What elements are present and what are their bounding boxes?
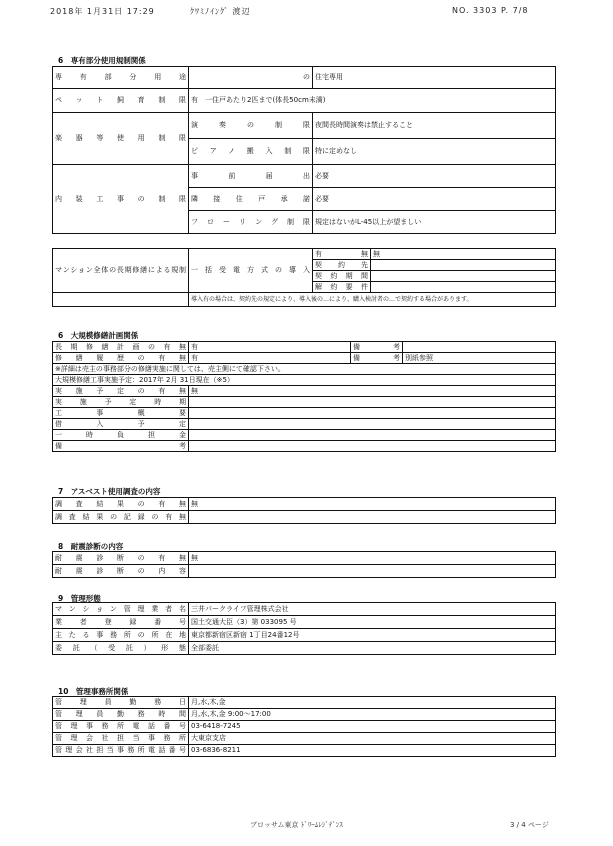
neighbor-consent-value: 必要 bbox=[313, 188, 556, 211]
office-row-label: 管理員勤務時間 bbox=[53, 709, 189, 721]
repair-row-label: 借入予定 bbox=[53, 419, 189, 430]
management-row-label: 業者登録番号 bbox=[53, 616, 189, 629]
remarks-value bbox=[403, 342, 556, 353]
piano-label: ピアノ搬入制限 bbox=[189, 139, 313, 165]
asbestos-row-value bbox=[189, 511, 556, 524]
asbestos-row-label: 調査結果の記録の有無 bbox=[53, 511, 189, 524]
remarks-value: 別紙参照 bbox=[403, 353, 556, 364]
management-row-label: 主たる事務所の所在地 bbox=[53, 629, 189, 642]
bulk-power-table bbox=[52, 248, 556, 307]
use-purpose-value: 住宅専用 bbox=[313, 67, 556, 89]
section-title: 6 専有部分使用規制関係 bbox=[58, 56, 146, 65]
management-row-label: マンション管理業者名 bbox=[53, 603, 189, 616]
section-title: 6 大規模修繕計画関係 bbox=[58, 331, 139, 340]
office-row-label: 管理会社担当事務所電話番号 bbox=[53, 745, 189, 757]
office-row-value: 03-6418-7245 bbox=[189, 721, 556, 733]
performance-value: 夜間長時間演奏は禁止すること bbox=[313, 113, 556, 139]
repair-history-value: 有 bbox=[189, 353, 351, 364]
repair-row-value bbox=[189, 397, 556, 408]
repair-row-value: 無 bbox=[189, 386, 556, 397]
remarks-label: 備考 bbox=[351, 342, 403, 353]
bulk-item-value bbox=[371, 271, 556, 282]
flooring-value: 規定はないがL-45以上が望ましい bbox=[313, 211, 556, 234]
bulk-item-label: 契約期間 bbox=[313, 271, 371, 282]
repair-note: ※詳細は売主の事務部分の修繕実施に関しては、売主側にて確認下さい。 bbox=[53, 364, 556, 375]
bulk-power-label: 一括受電方式の導入 bbox=[189, 249, 313, 293]
repair-schedule-note: 大規模修繕工事実施予定：2017年 2月 31日現在（※5） bbox=[53, 375, 556, 386]
use-restriction-table bbox=[52, 66, 556, 234]
pet-value: 有 一住戸あたり2匹まで(体長50cm未満) bbox=[189, 89, 556, 113]
section-title: 7 アスベスト使用調査の内容 bbox=[58, 487, 161, 496]
seismic-row-label: 耐震診断の内容 bbox=[53, 565, 189, 578]
asbestos-row-value: 無 bbox=[189, 498, 556, 511]
pet-label: ペット飼育制限 bbox=[53, 89, 189, 113]
use-purpose-mid: の bbox=[189, 67, 313, 89]
repair-row-label: 工事概要 bbox=[53, 408, 189, 419]
bulk-item-value bbox=[371, 260, 556, 271]
repair-row-label: 実施予定の有無 bbox=[53, 386, 189, 397]
repair-history-label: 修繕履歴の有無 bbox=[53, 353, 189, 364]
fax-page: NO. 3303 P. 7/8 bbox=[452, 6, 529, 15]
office-row-value: 月,水,木,金 bbox=[189, 697, 556, 709]
performance-label: 演奏の制限 bbox=[189, 113, 313, 139]
neighbor-consent-label: 隣接住戸承諾 bbox=[189, 188, 313, 211]
bulk-restriction-label: マンション全体の長期修繕による規制 bbox=[53, 249, 189, 293]
seismic-row-value bbox=[189, 565, 556, 578]
asbestos-table bbox=[52, 497, 556, 524]
bulk-note: 導入有の場合は、契約先の規定により、導入後の…により、購入検討者の…で契約する場合があります。 bbox=[189, 293, 556, 307]
management-row-value: 全部委託 bbox=[189, 642, 556, 655]
repair-row-label: 実施予定時期 bbox=[53, 397, 189, 408]
management-row-value: 国土交通大臣（3）第 033095 号 bbox=[189, 616, 556, 629]
section-title: 9 管理形態 bbox=[58, 594, 101, 603]
office-row-value: 月,水,木,金 9:00～17:00 bbox=[189, 709, 556, 721]
repair-row-value bbox=[189, 430, 556, 441]
bulk-item-label: 契約先 bbox=[313, 260, 371, 271]
remarks-label: 備考 bbox=[351, 353, 403, 364]
office-row-value: 03-6836-8211 bbox=[189, 745, 556, 757]
repair-plan-table bbox=[52, 341, 556, 386]
page-number: 3 / 4 ページ bbox=[510, 821, 549, 829]
seismic-row-value: 無 bbox=[189, 552, 556, 565]
fax-datetime: 2018年 1月31日 17:29 bbox=[50, 7, 155, 16]
bulk-empty-cell bbox=[53, 293, 189, 307]
office-row-label: 管理事務所電話番号 bbox=[53, 721, 189, 733]
management-row-label: 委託（受託）形態 bbox=[53, 642, 189, 655]
seismic-table bbox=[52, 551, 556, 578]
seismic-row-label: 耐震診断の有無 bbox=[53, 552, 189, 565]
repair-row-label: 一時負担金 bbox=[53, 430, 189, 441]
footer-title: ブロッサム東京 ﾄﾞﾘｰﾑﾚｼﾞﾃﾞﾝｽ bbox=[250, 821, 343, 829]
long-term-plan-label: 長期修繕計画の有無 bbox=[53, 342, 189, 353]
section-title: 8 耐震診断の内容 bbox=[58, 542, 124, 551]
use-purpose-label: 専有部分用途 bbox=[53, 67, 189, 89]
prior-notice-label: 事前届出 bbox=[189, 165, 313, 188]
bulk-item-label: 解約要件 bbox=[313, 282, 371, 293]
office-row-value: 大東京支店 bbox=[189, 733, 556, 745]
flooring-label: フローリング制限 bbox=[189, 211, 313, 234]
renovation-label: 内装工事の制限 bbox=[53, 165, 189, 234]
repair-row-label: 備考 bbox=[53, 441, 189, 452]
repair-row-value bbox=[189, 419, 556, 430]
repair-detail-table bbox=[52, 385, 556, 452]
office-row-label: 管理会社担当事務所 bbox=[53, 733, 189, 745]
instrument-label: 楽器等使用制限 bbox=[53, 113, 189, 165]
management-row-value: 三井パークライフ管理株式会社 bbox=[189, 603, 556, 616]
fax-sender: ｸﾜﾐﾉｲﾝｸﾞ 渡辺 bbox=[190, 7, 251, 16]
repair-row-value bbox=[189, 441, 556, 452]
piano-value: 特に定めなし bbox=[313, 139, 556, 165]
office-table bbox=[52, 696, 556, 757]
bulk-item-value bbox=[371, 282, 556, 293]
repair-row-value bbox=[189, 408, 556, 419]
prior-notice-value: 必要 bbox=[313, 165, 556, 188]
management-table bbox=[52, 602, 556, 655]
management-row-value: 東京都新宿区新宿 1丁目24番12号 bbox=[189, 629, 556, 642]
bulk-item-label: 有無 bbox=[313, 249, 371, 260]
section-title: 10 管理事務所関係 bbox=[58, 687, 129, 696]
office-row-label: 管理員勤務日 bbox=[53, 697, 189, 709]
asbestos-row-label: 調査結果の有無 bbox=[53, 498, 189, 511]
long-term-plan-value: 有 bbox=[189, 342, 351, 353]
bulk-item-value: 無 bbox=[371, 249, 556, 260]
